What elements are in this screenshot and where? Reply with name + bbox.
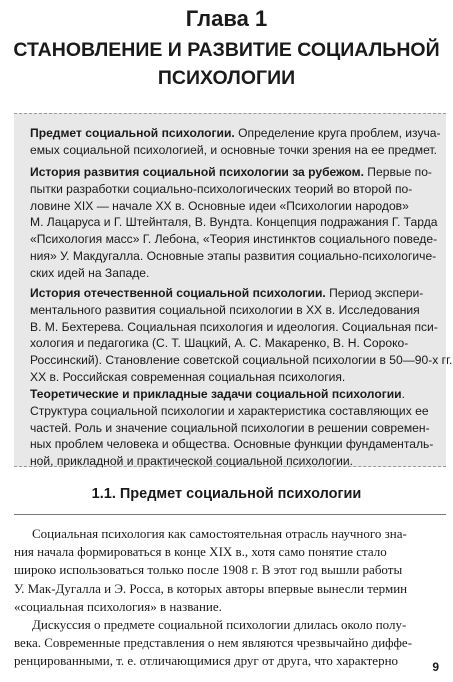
summary-lead: История отечественной социальной психологии. xyxy=(30,286,326,300)
section-heading: 1.1. Предмет социальной психологии xyxy=(91,486,362,502)
summary-line: ных проблем человека и общества. Основные функции фундаменталь- xyxy=(30,437,434,452)
summary-line: Теоретические и прикладные задачи социальной психологии. xyxy=(30,387,405,401)
body-line: Социальная психология как самостоятельная отрасль научного зна- xyxy=(32,526,407,541)
summary-line: Россинский). Становление советской социальной психологии в 50—90-х гг. xyxy=(30,353,453,368)
body-line: «социальная психология» в название. xyxy=(14,598,222,614)
summary-line: ских идей на Западе. xyxy=(30,265,150,280)
summary-lead: Теоретические и прикладные задачи социальной психологии xyxy=(30,387,402,401)
summary-line: частей. Роль и значение социальной психологии в решении современ- xyxy=(30,420,430,435)
body-line: века. Современные представления о нем являются чрезвычайно диффе- xyxy=(14,635,413,651)
summary-paragraph-domestic-history xyxy=(30,285,453,386)
summary-paragraph-subject xyxy=(30,125,444,159)
summary-line: хология и педагогика (С. Т. Шацкий, А. С. Макаренко, В. Н. Сороко- xyxy=(30,336,409,351)
body-line: У. Мак-Дугалла и Э. Росса, в которых авторы впервые вынесли термин xyxy=(14,580,408,596)
summary-line: История развития социальной психологии за рубежом. Первые по- xyxy=(30,165,432,179)
summary-line: В. М. Бехтерева. Социальная психология и идеология. Социальная пси- xyxy=(30,319,438,334)
summary-line: Предмет социальной психологии. Определение круга проблем, изуча- xyxy=(30,126,441,140)
page-number: 9 xyxy=(432,660,439,674)
chapter-number: Глава 1 xyxy=(185,6,268,31)
summary-line: Структура социальной психологии и характеристика составляющих ее xyxy=(30,403,429,418)
summary-lead: Предмет социальной психологии. xyxy=(30,126,235,140)
summary-line: пытки разработки социально-психологических теорий во второй по- xyxy=(30,181,413,196)
summary-paragraph-tasks xyxy=(30,386,444,470)
chapter-title-line-2: ПСИХОЛОГИИ xyxy=(157,67,296,89)
summary-line: «Психология масс» Г. Лебона, «Теория инстинктов социального поведе- xyxy=(30,232,438,247)
summary-paragraph-foreign-history xyxy=(30,164,444,282)
body-line: ренцированными, т. е. отличающимися друг от друга, что характерно xyxy=(14,653,399,669)
summary-line: емых социальной психологией, и основные точки зрения на ее предмет. xyxy=(30,142,437,157)
chapter-title-line-1: СТАНОВЛЕНИЕ И РАЗВИТИЕ СОЦИАЛЬНОЙ xyxy=(13,39,440,61)
summary-line: ной, прикладной и практической социальной психологии. xyxy=(30,454,353,469)
summary-line: ния» У. Макдугалла. Основные этапы развития социально-психологиче- xyxy=(30,248,437,263)
body-line: ния начала формироваться в конце XIX в., хотя само понятие стало xyxy=(14,544,387,560)
summary-line: История отечественной социальной психологии. Период экспери- xyxy=(30,286,424,300)
body-paragraph-1 xyxy=(14,525,446,616)
summary-line: М. Лацаруса и Г. Штейнталя, В. Вундта. Концепция подражания Г. Тарда xyxy=(30,215,438,230)
summary-line: ментального развития социальной психологии в XX в. Исследования xyxy=(30,302,420,317)
body-line: широко использоваться только после 1908 г. В этот год вышли работы xyxy=(14,562,403,578)
summary-lead: История развития социальной психологии за рубежом. xyxy=(30,165,364,179)
summary-line: ловине XIX — начале XX в. Основные идеи «Психологии народов» xyxy=(30,198,409,213)
summary-line: XX в. Российская современная социальная психология. xyxy=(30,369,346,384)
section-heading-rule xyxy=(14,514,446,515)
body-line: Дискуссия о предмете социальной психологии длилась около полу- xyxy=(32,617,407,632)
body-paragraph-2 xyxy=(14,616,446,671)
